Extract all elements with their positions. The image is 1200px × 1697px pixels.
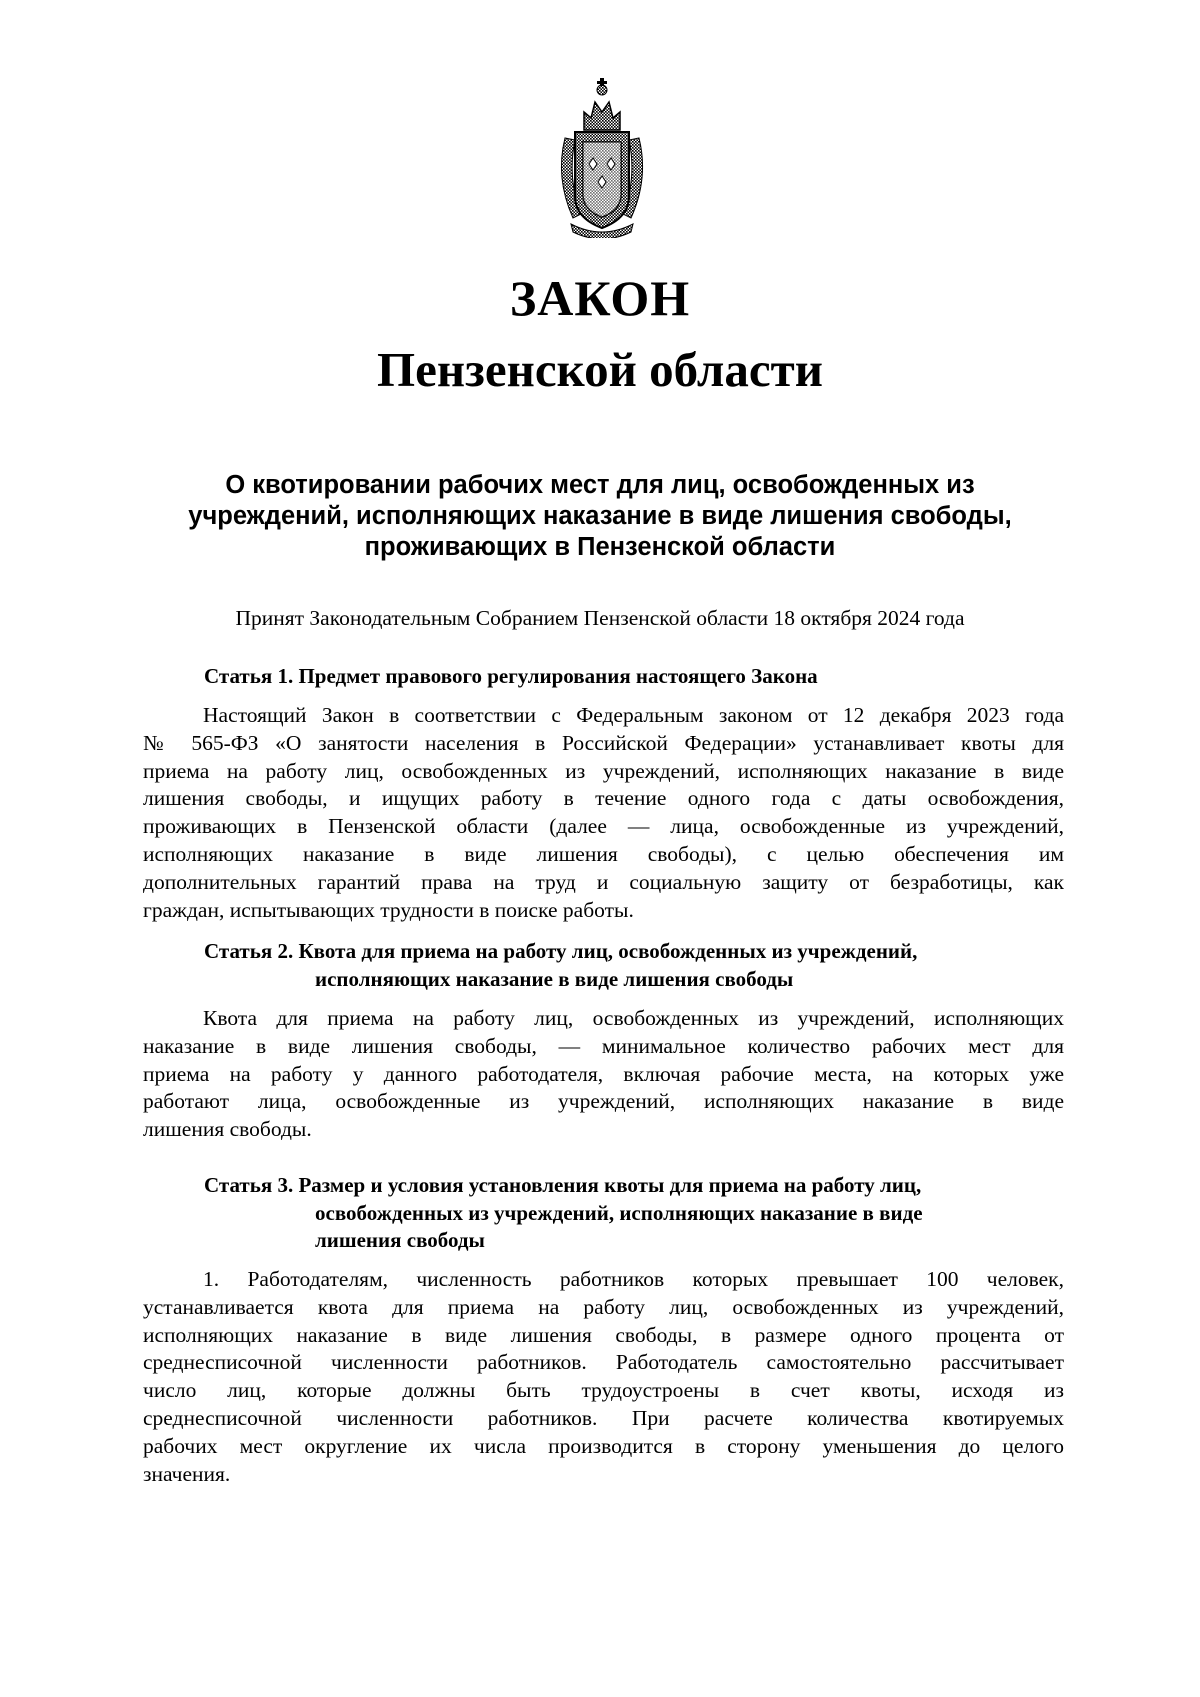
paragraph-line: исполняющих наказание в виде лишения свободы, в размере одного процента от <box>143 1322 1064 1347</box>
paragraph-line: Настоящий Закон в соответствии с Федеральным законом от 12 декабря 2023 года <box>203 703 1064 727</box>
paragraph-line: исполняющих наказание в виде лишения свободы), с целью обеспечения им <box>143 841 1064 866</box>
paragraph-line: лишения свободы, и ищущих работу в течение одного года с даты освобождения, <box>143 786 1064 811</box>
paragraph-line: приема на работу у данного работодателя, включая рабочие места, на которых уже <box>143 1061 1064 1086</box>
article-heading-line: Статья 3. Размер и условия установления квоты для приема на работу лиц, <box>204 1173 922 1197</box>
paragraph-line: устанавливается квота для приема на работу лиц, освобожденных из учреждений, <box>143 1294 1064 1319</box>
article-3-heading <box>204 1172 923 1255</box>
paragraph-line: 1. Работодателям, численность работников которых превышает 100 человек, <box>203 1267 1064 1291</box>
paragraph-line: граждан, испытывающих трудности в поиске работы. <box>143 897 634 922</box>
paragraph-line: среднесписочной численности работников. Работодатель самостоятельно рассчитывает <box>143 1350 1064 1375</box>
document-title <box>130 470 1070 563</box>
paragraph-line: лишения свободы. <box>143 1117 312 1142</box>
paragraph-line: Квота для приема на работу лиц, освобожденных из учреждений, исполняющих <box>203 1006 1064 1030</box>
article-heading-line: освобожденных из учреждений, исполняющих наказание в виде <box>315 1200 923 1225</box>
article-heading-line: Статья 1. Предмет правового регулирования настоящего Закона <box>204 664 818 688</box>
paragraph-line: число лиц, которые должны быть трудоустроены в счет квоты, исходя из <box>143 1378 1064 1403</box>
title-line: О квотировании рабочих мест для лиц, освобожденных из <box>225 471 975 499</box>
article-heading-line: Статья 2. Квота для приема на работу лиц, освобожденных из учреждений, <box>204 939 918 963</box>
document-type-heading: ЗАКОН <box>509 270 691 326</box>
document-region-heading: Пензенской области <box>377 342 823 397</box>
article-3-paragraph <box>143 1266 1064 1488</box>
paragraph-line: работают лица, освобожденные из учреждений, исполняющих наказание в виде <box>143 1089 1064 1114</box>
article-2-heading <box>204 938 917 993</box>
article-2-paragraph <box>143 1005 1064 1144</box>
paragraph-line: дополнительных гарантий права на труд и социальную защиту от безработицы, как <box>143 869 1064 894</box>
article-heading-line: лишения свободы <box>315 1228 485 1252</box>
article-1-heading <box>204 663 818 691</box>
paragraph-line: № 565-ФЗ «О занятости населения в Российской Федерации» устанавливает квоты для <box>143 730 1064 755</box>
paragraph-line: наказание в виде лишения свободы, — минимальное количество рабочих мест для <box>143 1033 1064 1058</box>
title-line: проживающих в Пензенской области <box>364 533 836 561</box>
article-heading-line: исполняющих наказание в виде лишения свободы <box>315 966 794 991</box>
paragraph-line: проживающих в Пензенской области (далее — лица, освобожденные из учреждений, <box>143 814 1064 839</box>
paragraph-line: среднесписочной численности работников. При расчете количества квотируемых <box>143 1405 1064 1430</box>
paragraph-line: значения. <box>143 1461 231 1486</box>
paragraph-line: рабочих мест округление их числа производится в сторону уменьшения до целого <box>143 1433 1064 1458</box>
article-1-paragraph <box>143 702 1064 924</box>
coat-of-arms-emblem-icon <box>551 78 653 238</box>
paragraph-line: приема на работу лиц, освобожденных из учреждений, исполняющих наказание в виде <box>143 758 1064 783</box>
adoption-note: Принят Законодательным Собранием Пензенской области 18 октября 2024 года <box>235 606 965 630</box>
title-line: учреждений, исполняющих наказание в виде лишения свободы, <box>188 502 1012 530</box>
